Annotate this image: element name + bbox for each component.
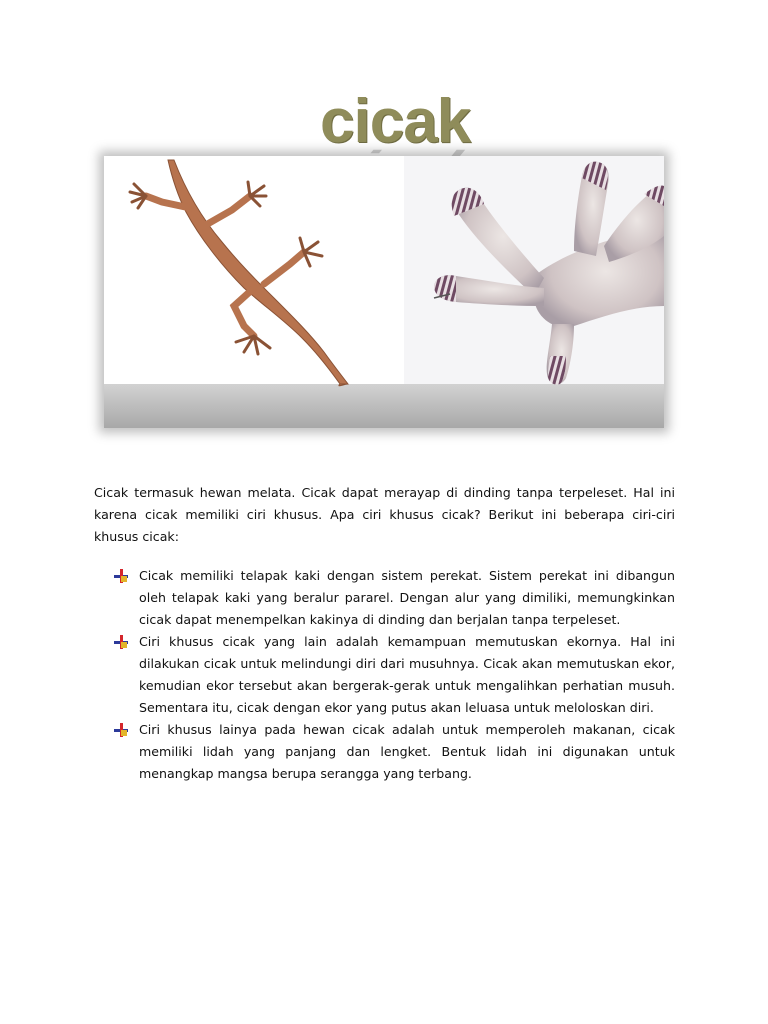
list-item: [114, 631, 675, 719]
list-item: [114, 719, 675, 785]
page-title: cicak: [320, 87, 471, 156]
intro-text: Cicak termasuk hewan melata. Cicak dapat merayap di dinding tanpa terpeleset. Hal ini karena cicak memiliki ciri khusus. Apa ciri khusus cicak? Berikut ini beberapa ciri-ciri khusus cicak:: [94, 485, 675, 544]
bullet-text: Cicak memiliki telapak kaki dengan sistem perekat. Sistem perekat ini dibangun oleh telapak kaki yang beralur pararel. Dengan alur yang dimiliki, memungkinkan cicak dapat menempelkan kakinya di dinding dan berjalan tanpa terpeleset.: [139, 568, 675, 627]
intro-paragraph: [94, 482, 675, 548]
gecko-illustration: [104, 156, 664, 428]
gecko-figure: [104, 156, 664, 428]
list-item: [114, 565, 675, 631]
bullet-icon: [114, 569, 128, 583]
bullet-text: Ciri khusus cicak yang lain adalah kemampuan memutuskan ekornya. Hal ini dilakukan cicak untuk melindungi diri dari musuhnya. Cicak akan memutuskan ekor, kemudian ekor tersebut akan bergerak-gerak untuk mengalihkan perhatian musuh. Sementara itu, cicak dengan ekor yang putus akan leluasa untuk meloloskan diri.: [139, 634, 675, 715]
title-wordart: [300, 86, 480, 166]
bullet-text: Ciri khusus lainya pada hewan cicak adalah untuk memperoleh makanan, cicak memiliki lidah yang panjang dan lengket. Bentuk lidah ini digunakan untuk menangkap mangsa berupa serangga yang terbang.: [139, 722, 675, 781]
bullet-icon: [114, 723, 128, 737]
bullet-icon: [114, 635, 128, 649]
features-list: [114, 565, 675, 785]
